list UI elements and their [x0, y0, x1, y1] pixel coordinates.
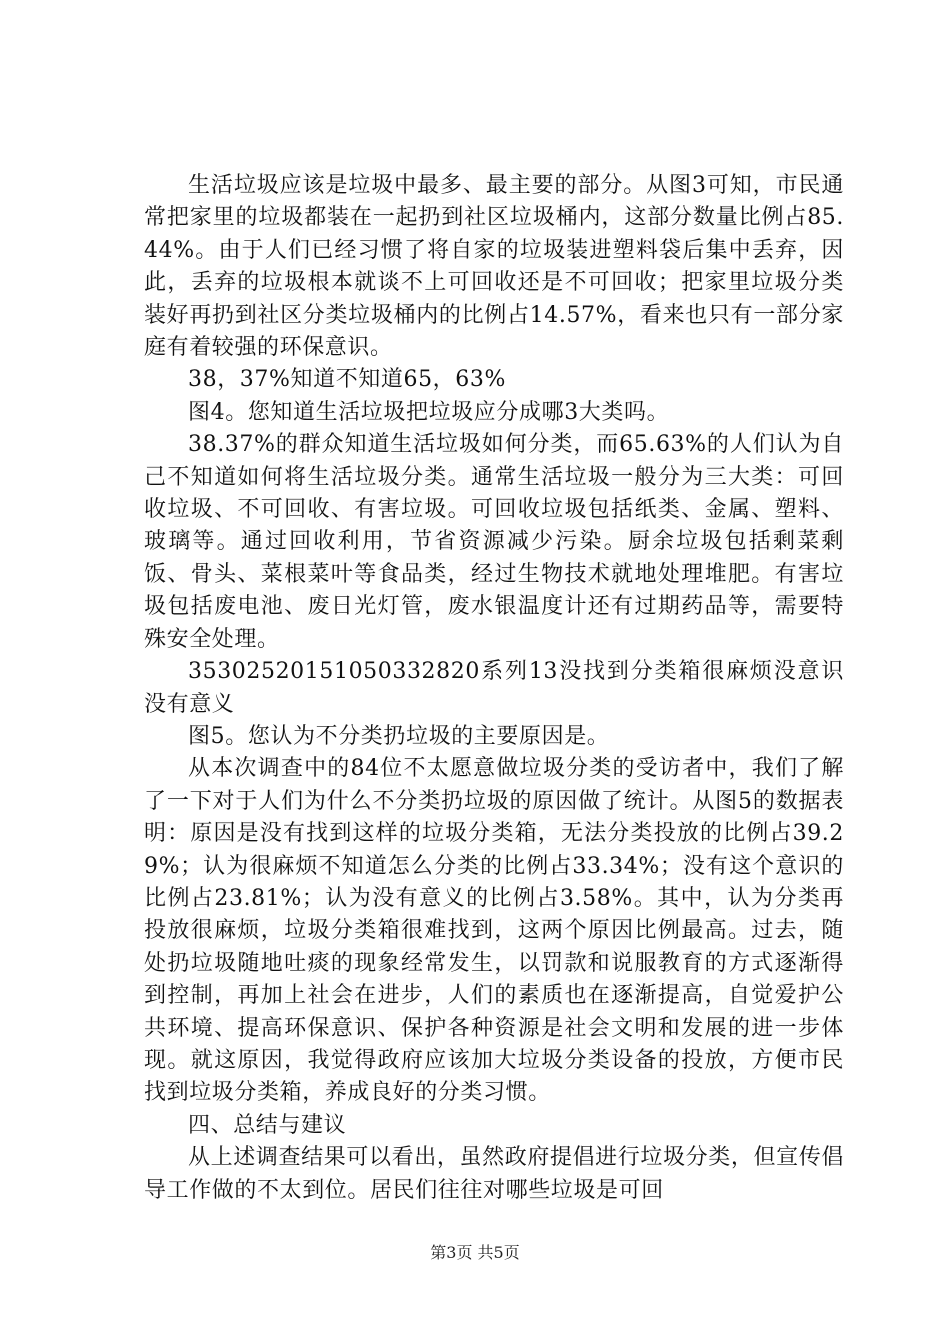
paragraph-reasons: 从本次调查中的84位不太愿意做垃圾分类的受访者中，我们了解了一下对于人们为什么不分类扔垃圾的原因做了统计。从图5的数据表明：原因是没有找到这样的垃圾分类箱，无法分类投放的比例占39.29%；认为很麻烦不知道怎么分类的比例占33.34%；没有这个意识的比例占23.81%；认为没有意义的比例占3.58%。其中，认为分类再投放很麻烦，垃圾分类箱很难找到，这两个原因比例最高。过去，随处扔垃圾随地吐痰的现象经常发生，以罚款和说服教育的方式逐渐得到控制，再加上社会在进步，人们的素质也在逐渐提高，自觉爱护公共环境、提高环保意识、保护各种资源是社会文明和发展的进一步体现。就这原因，我觉得政府应该加大垃圾分类设备的投放，方便市民找到垃圾分类箱，养成良好的分类习惯。: [144, 756, 844, 1106]
chart-residue-figure-4: 38，37%知道不知道65，63%: [188, 367, 506, 393]
document-body: [144, 170, 844, 1207]
figure-4-caption: 图4。您知道生活垃圾把垃圾应分成哪3大类吗。: [188, 399, 670, 425]
section-heading-summary: 四、总结与建议: [188, 1112, 347, 1138]
paragraph-classification-knowledge: 38.37%的群众知道生活垃圾如何分类，而65.63%的人们认为自己不知道如何将生活垃圾分类。通常生活垃圾一般分为三大类：可回收垃圾、不可回收、有害垃圾。可回收垃圾包括纸类、金属、塑料、玻璃等。通过回收利用，节省资源减少污染。厨余垃圾包括剩菜剩饭、骨头、菜根菜叶等食品类，经过生物技术就地处理堆肥。有害垃圾包括废电池、废日光灯管，废水银温度计还有过期药品等，需要特殊安全处理。: [144, 432, 844, 652]
figure-5-caption: 图5。您认为不分类扔垃圾的主要原因是。: [188, 723, 610, 749]
paragraph-conclusion: 从上述调查结果可以看出，虽然政府提倡进行垃圾分类，但宣传倡导工作做的不太到位。居民们往往对哪些垃圾是可回: [144, 1145, 844, 1203]
page-number-footer: 第3页 共5页: [430, 1243, 520, 1262]
chart-residue-figure-5: 3530252015105033282​0系列13没找到分类箱很麻烦没意识没有意义: [144, 659, 844, 717]
paragraph-household-waste: 生活垃圾应该是垃圾中最多、最主要的部分。从图3可知，市民通常把家里的垃圾都装在一起扔到社区垃圾桶内，这部分数量比例占85.44%。由于人们已经习惯了将自家的垃圾装进塑料袋后集中丢弃，因此，丢弃的垃圾根本就谈不上可回收还是不可回收；把家里垃圾分类装好再扔到社区分类垃圾桶内的比例占14.57%，看来也只有一部分家庭有着较强的环保意识。: [144, 173, 844, 361]
